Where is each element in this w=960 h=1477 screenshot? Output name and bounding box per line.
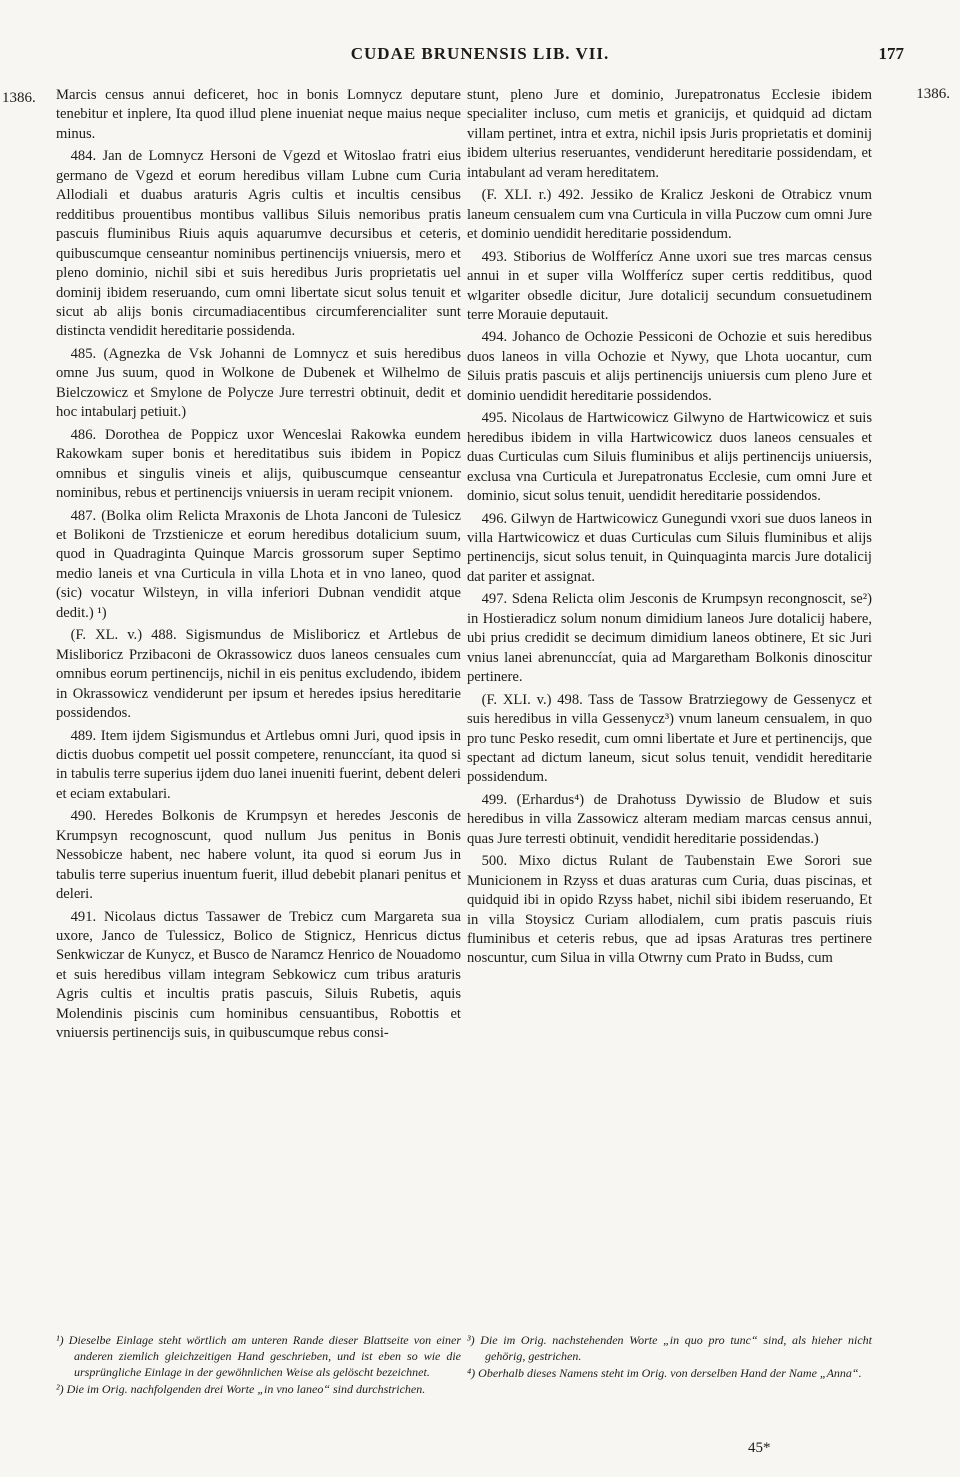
entry-492: (F. XLI. r.) 492. Jessiko de Kralicz Jeskoni de Otrabicz vnum laneum censualem cum vna Curticula in villa Puczow cum omni Jure et dominio uendidit hereditarie possidendum. (467, 187, 872, 243)
entry-500: 500. Mixo dictus Rulant de Taubenstain Ewe Sorori sue Municionem in Rzyss et duas araturas cum Curia, duas piscinas, et quidquid ibi in opido Rzyss habet, nichil sibi ibidem reseruando, Et in villa Stoysicz Curiam allodialem, cum pratis pascuis riuis fluminibus et ceteris rebus, que ad ipsas Araturas tres pertinere noscuntur, cum Silua in villa Otwrny cum Prato in Budss, cum (467, 853, 872, 967)
footnotes-right (467, 1332, 872, 1382)
entry-487: 487. (Bolka olim Relicta Mraxonis de Lhota Janconi de Tulesicz et Bolikoni de Trzstienicze et eorum heredibus dotalicium suum, quod in Quadraginta Quinque Marcis grossorum super Septimo medio laneis et vna Curticula in villa Lhota et in vno laneo, quod (sic) vocatur Wilsteyn, in villa inferiori Dubnan vendidit atque dedit.) ¹) (56, 507, 461, 621)
entry-495: 495. Nicolaus de Hartwicowicz Gilwyno de Hartwicowicz et suis heredibus ibidem in villa Hartwicowicz duos laneos censuales et duas Curticulas cum Siluis fluminibus et alijs pertinencijs uniuersis, exclusa vna Curticula et Jurepatronatus Ecclesie, cum omni Jure et dominio, sicut solus tenuit, uendidit hereditarie possidendos. (467, 410, 872, 505)
paragraph: stunt, pleno Jure et dominio, Jurepatronatus Ecclesie ibidem specialiter incluso, cum metis et granicijs, et quidquid ad dictam villam pertinet, intra et extra, nichil ipsis Juris proprietatis et dominij ibidem ulterius reseruantes, vendiderunt hereditarie possidendam, et intabulant ad veram hereditatem. (467, 87, 872, 181)
margin-year-right: 1386. (916, 86, 950, 102)
entry-484: 484. Jan de Lomnycz Hersoni de Vgezd et Witoslao fratri eius germano de Vgezd et eorum heredibus villam Lubne cum Curia Allodiali et duabus araturis Agris cultis et incultis censibus redditibus prouentibus montibus vallibus Siluis nemoribus pratis pascuis fluminibus Riuis aquis aquarumve decursibus et ceteris, quibuscumque censeantur nominibus pertinencijs vniuersis, mero et pleno dominio, nichil sibi et suis heredibus Juris proprietatis uel dominij ibidem reseruando, cum omni libertate sicut solus tenuit et sicut ab alijs bonis circumadiacentibus circumferencialiter sunt distincta vendidit hereditarie possidenda. (56, 148, 461, 340)
header-title: CUDAE BRUNENSIS LIB. VII. (350, 44, 610, 63)
entry-494: 494. Johanco de Ochozie Pessiconi de Ochozie et suis heredibus duos laneos in villa Ochozie et Nywy, que Lhota uocantur, cum Siluis pratis pascuis et alijs pertinencijs uniuersis cum pleno Jure et dominio uendidit hereditarie possidendos. (467, 329, 872, 404)
footnotes-left (56, 1332, 461, 1398)
entry-486: 486. Dorothea de Poppicz uxor Wenceslai Rakowka eundem Rakowkam super bonis et hereditatibus suis ibidem in Popicz omnibus et singulis vineis et alijs, quibuscumque censeantur nominibus, rebus et pertinencijs vniuersis in ueram recipit vnionem. (56, 426, 461, 502)
right-column (467, 86, 872, 972)
footnote-3: ³) Die im Orig. nachstehenden Worte „in quo pro tunc“ sind, als hieher nicht gehörig, gestrichen. (467, 1333, 872, 1363)
signature-mark: 45* (748, 1440, 771, 1456)
left-column (56, 86, 461, 1047)
entry-491: 491. Nicolaus dictus Tassawer de Trebicz cum Margareta sua uxore, Janco de Tulessicz, Bolico de Stignicz, Henricus dictus Senkwiczar de Kunycz, et Busco de Naramcz Henrico de Nouadomo et suis heredibus villam integram Sebkowicz cum tribus araturis Agris cultis et incultis pratis pascuis, Siluis Rubetis, aquis Molendinis piscinis cum hominibus censuantibus, Robottis et vniuersis pertinencijs suis, in quibuscumque rebus consi- (56, 908, 461, 1042)
entry-496: 496. Gilwyn de Hartwicowicz Gunegundi vxori sue duos laneos in villa Hartwicowicz et duas Curticulas cum Siluis fluminibus et alijs pertinencijs, sicut solus tenuit, in Quinquaginta marcis Jure dotalicij dat pariter et assignat. (467, 510, 872, 585)
running-header (56, 44, 904, 68)
entry-499: 499. (Erhardus⁴) de Drahotuss Dywissio de Bludow et suis heredibus in villa Zassowicz alteram mediam marcas census annui, quas Jure terresti obtinuit, vendidit hereditarie possidendas.) (467, 791, 872, 847)
footnote-2: ²) Die im Orig. nachfolgenden drei Worte „in vno laneo“ sind durchstrichen. (56, 1382, 426, 1396)
footnote-4: ⁴) Oberhalb dieses Namens steht im Orig. von derselben Hand der Name „Anna“. (467, 1366, 862, 1380)
entry-497: 497. Sdena Relicta olim Jesconis de Krumpsyn recongnoscit, se²) in Hostieradicz solum nonum dimidium laneos Jure dotalicij habere, ubi prius credidit se decimum dimidium laneos obtinere, Et sic Juri vnius lanei abrenunccíat, quia ad Margaretham Bolkonis dinoscitur pertinere. (467, 591, 872, 686)
entry-488: (F. XL. v.) 488. Sigismundus de Misliboricz et Artlebus de Misliboricz Przibaconi de Okrassowicz duos laneos censuales cum omnibus eorum pertinencijs, nichil in eis penitus excludendo, ibidem in Okrassowicz vendiderunt per ipsum et heredes ipsius hereditarie possidendos. (56, 627, 461, 722)
footnote-1: ¹) Dieselbe Einlage steht wörtlich am unteren Rande dieser Blattseite von einer anderen ziemlich gleichzeitigen Hand geschrieben, und ist eben so wie die ursprüngliche Einlage in der gewöhnlichen Weise als gelöscht bezeichnet. (56, 1333, 461, 1379)
entry-498: (F. XLI. v.) 498. Tass de Tassow Bratrziegowy de Gessenycz et suis heredibus in villa Gessenycz³) vnum laneum censualem, in quo pro tunc Pesko resedit, cum omni libertate et Jure et pertinencijs, que spectant ad dictum laneum, sicut solus tenuit, vendidit hereditarie possidendum. (467, 691, 872, 786)
entry-489: 489. Item ijdem Sigismundus et Artlebus omni Juri, quod ipsis in dictis duobus competit uel possit competere, renunccíant, ita quod si in tabulis terre superius ijdem duo lanei inueniti fuerint, debent deleri et eciam extabulari. (56, 727, 461, 802)
margin-year-left: 1386. (2, 90, 36, 106)
entry-485: 485. (Agnezka de Vsk Johanni de Lomnycz et suis heredibus omne Jus suum, quod in Wolkone de Dubenek et Wilhelmo de Bielczowicz et Smylone de Polycze Jure terrestri obtinuit, dedit et hoc intabularj petiuit.) (56, 345, 461, 421)
entry-490: 490. Heredes Bolkonis de Krumpsyn et heredes Jesconis de Krumpsyn recognoscunt, quod nullum Jus penitus in Bonis Nessobicze habent, nec habere volunt, ita quod si eorum Jus in tabulis terre superius inuentum fuerit, illud debebit planari penitus et deleri. (56, 808, 461, 903)
entry-493: 493. Stiborius de Wolfferícz Anne uxori sue tres marcas census annui in et super villa Wolfferícz super certis redditibus, quod wlgariter obsedle dicitur, Jure dotalicij secundum consuetudinem terre Morauie deputauit. (467, 248, 872, 323)
paragraph: Marcis census annui deficeret, hoc in bonis Lomnycz deputare tenebitur et inplere, Ita quod illud plene inueniat neque maius neque minus. (56, 87, 461, 142)
page-number: 177 (878, 44, 904, 63)
